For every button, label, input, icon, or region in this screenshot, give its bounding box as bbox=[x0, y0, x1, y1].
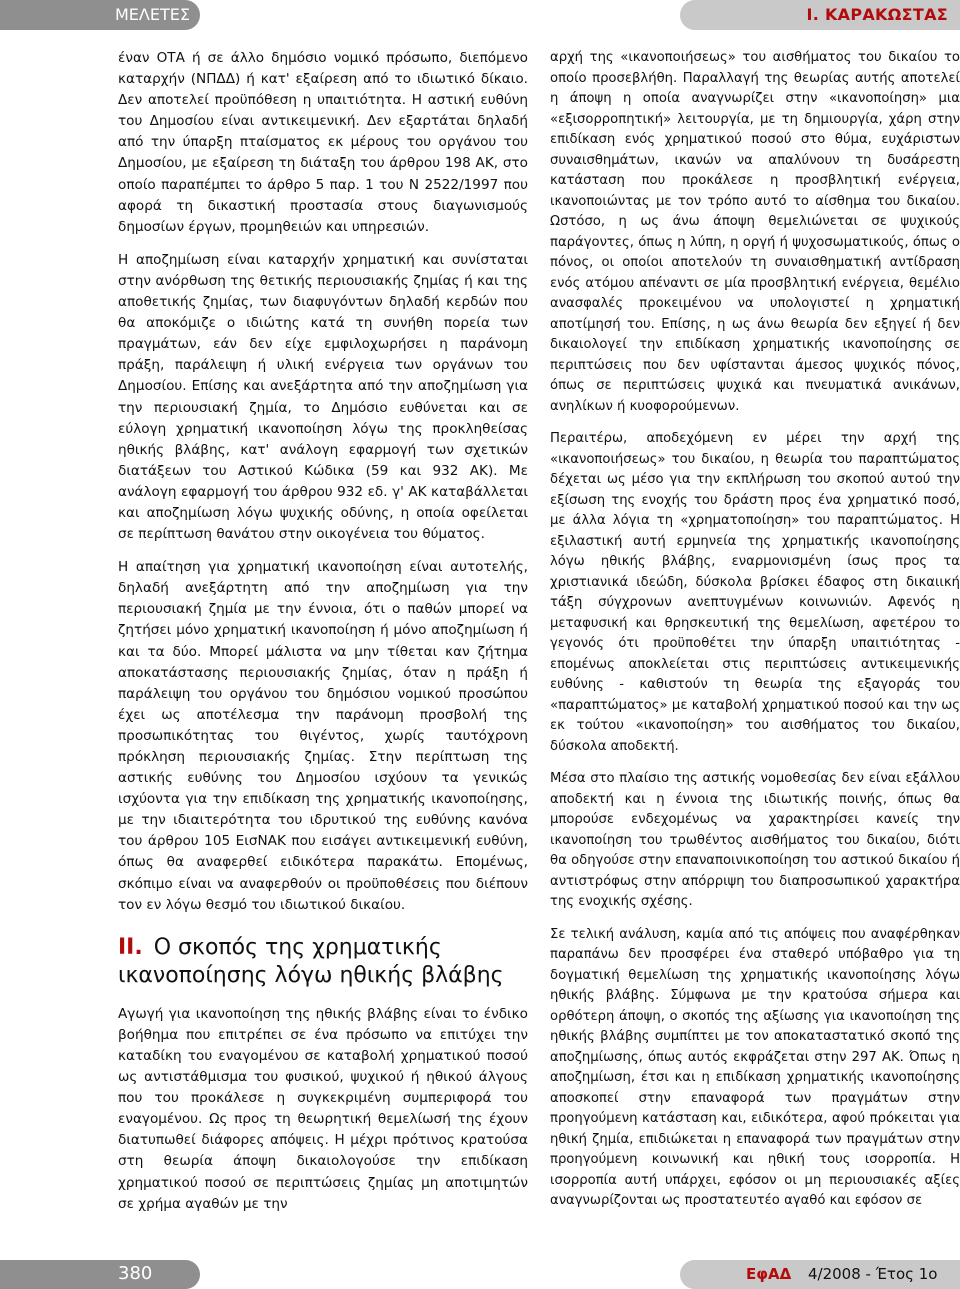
author-label: Ι. ΚΑΡΑΚΩΣΤΑΣ bbox=[806, 5, 948, 24]
section-heading-number: ΙΙ. bbox=[118, 934, 143, 960]
paragraph: Αγωγή για ικανοποίηση της ηθικής βλάβης είναι το ένδικο βοήθημα που επιτρέπει σε ένα πρόσωπο να επιτύχει την καταδίκη του εναγομένου σε καταβολή χρηματικού ποσού ως αντιστάθμισμα του φυσικού, ψυχικού ή ηθικού άλγους που του προκάλεσε η συγκεκριμένη συμπεριφορά του εναγομένου. Ως προς τη θεωρητική θεμελίωσή της έχουν διατυπωθεί διάφορες απόψεις. Η μέχρι πρότινος κρατούσα στη θεωρία άποψη δικαιολογούσε την επιδίκαση χρηματικού ποσού σε περιπτώσεις ζημίας μη αποτιμητών σε χρήμα αγαθών με την bbox=[118, 1005, 528, 1212]
page-header bbox=[0, 0, 960, 30]
paragraph: Η απαίτηση για χρηματική ικανοποίηση είναι αυτοτελής, δηλαδή ανεξάρτητη από την αποζημίωση για την περιουσιακή ζημία με την έννοια, ότι ο παθών μπορεί να ζητήσει μόνο χρηματική ικανοποίηση ή μόνο αποζημίωση ή και τα δύο. Μπορεί μάλιστα να μην τίθεται καν ζήτημα αποκατάστασης περιουσιακής ζημίας, όταν η πράξη ή παράλειψη του οργάνου του δημόσιου νομικού προσώπου έχει ως αποτέλεσμα την παράνομη προσβολή της προσωπικότητας του θιγέντος, χωρίς ταυτόχρονη πρόκληση περιουσιακής ζημίας. Στην περίπτωση της αστικής ευθύνης του Δημοσίου ισχύουν τα γενικώς ισχύοντα για την επιδίκαση της χρηματικής ικανοποίησης, με την ιδιαιτερότητα του ιδρυτικού της ευθύνης κανόνα του άρθρου 105 ΕισΝΑΚ που εισάγει αντικειμενική ευθύνη, όπως θα αναφερθεί ειδικότερα παρακάτω. Επομένως, σκόπιμο είναι να αναφερθούν οι προϋποθέσεις που διέπουν τον εν λόγω θεσμό του ιδιωτικού δικαίου. bbox=[118, 559, 528, 913]
page-number-tab bbox=[0, 1260, 200, 1289]
journal-tab bbox=[680, 1260, 960, 1289]
paragraph: Περαιτέρω, αποδεχόμενη εν μέρει την αρχή της «ικανοποιήσεως» του δικαίου, η θεωρία του παραπτώματος δέχεται ως μέσο για την εκπλήρωση του σκοπού αυτού την εξίσωση της ενοχής του δράστη προς ένα χρηματικό ποσό, με άλλα λόγια τη «χρηματοποίηση» του παραπτώματος. Η εξιλαστική αυτή ερμηνεία της χρηματικής ικανοποίησης λόγω ηθικής βλάβης, εναρμονισμένη ίσως προς τα χριστιανικά ιδεώδη, δύσκολα βρίσκει έδαφος στη δικαιική τάξη σύγχρονων ανεπτυγμένων κοινωνιών. Αφενός η μεταφυσική και θρησκευτική της θεμελίωση, αφετέρου το γεγονός ότι προϋποθέτει την ύπαρξη υπαιτιότητας - επομένως αποκλείεται στις περιπτώσεις αντικειμενικής ευθύνης - καθιστούν τη θεωρία της εξαγοράς του «παραπτώματος» με καταβολή χρηματικού ποσού και την ως εκ τούτου «ικανοποίηση» του αισθήματος του δικαίου, δύσκολα αποδεκτή. bbox=[550, 431, 960, 754]
paragraph: Μέσα στο πλαίσιο της αστικής νομοθεσίας δεν είναι εξάλλου αποδεκτή και η έννοια της ιδιωτικής ποινής, όπως θα μπορούσε ενδεχομένως να χαρακτηρίσει κανείς την ικανοποίηση του τρωθέντος αισθήματος του δικαίου, διότι θα οδηγούσε στην επαναποινικοποίηση του αστικού δικαίου ή αντιστρόφως στην απόρριψη του διαπροσωπικού χαρακτήρα της ενοχικής σχέσης. bbox=[550, 771, 960, 909]
section-heading bbox=[118, 934, 528, 990]
paragraph: έναν ΟΤΑ ή σε άλλο δημόσιο νομικό πρόσωπο, διεπόμενο καταρχήν (ΝΠΔΔ) ή κατ' εξαίρεση από το ιδιωτικό δίκαιο. Δεν αποτελεί προϋπόθεση η υπαιτιότητα. Η αστική ευθύνη του Δημοσίου είναι αντικειμενική. Δεν εξαρτάται δηλαδή από την ύπαρξη πταίσματος εκ μέρους του οργάνου του Δημοσίου, με εξαίρεση τη διάταξη του άρθρου 198 ΑΚ, στο οποίο παραπέμπει το άρθρο 5 παρ. 1 του Ν 2522/1997 που αφορά τη δικαστική προστασία στους διαγωνισμούς δημοσίων έργων, προμηθειών και υπηρεσιών. bbox=[118, 50, 528, 235]
paragraph: Η αποζημίωση είναι καταρχήν χρηματική και συνίσταται στην ανόρθωση της θετικής περιουσιακής ζημίας ή και της αποθετικής ζημίας, των διαφυγόντων δηλαδή κερδών που θα αποκόμιζε ο ιδιώτης κατά τη συνήθη πορεία των πραγμάτων, εάν δεν είχε εμφιλοχωρήσει η παράνομη πράξη, παράλειψη ή υλική ενέργεια των οργάνων του Δημοσίου. Επίσης και ανεξάρτητα από την αποζημίωση για την περιουσιακή ζημία, το Δημόσιο ευθύνεται και σε εύλογη χρηματική ικανοποίηση λόγω της προκληθείσας ηθικής βλάβης, κατ' ανάλογη εφαρμογή των σχετικών διατάξεων του Αστικού Κώδικα (59 και 932 ΑΚ). Με ανάλογη εφαρμογή του άρθρου 932 εδ. γ' ΑΚ καταβάλλεται και αποζημίωση λόγω ψυχικής οδύνης, η οποία οφείλεται σε περίπτωση θανάτου στην οικογένεια του θύματος. bbox=[118, 251, 528, 543]
section-label: ΜΕΛΕΤΕΣ bbox=[115, 5, 190, 24]
section-tab bbox=[0, 0, 200, 30]
section-heading-text: Ο σκοπός της χρηματικής ικανοποίησης λόγω ηθικής βλάβης bbox=[118, 934, 504, 988]
author-tab bbox=[680, 0, 960, 30]
paragraph: αρχή της «ικανοποιήσεως» του αισθήματος του δικαίου το οποίο προσεβλήθη. Παραλλαγή της θεωρίας αυτής αποτελεί η άποψη η οποία αναγνωρίζει στην «ικανοποίηση» μια «εξισορροπητική» λειτουργία, με τη δημιουργία, χάρη στην επιδίκαση ενός χρηματικού ποσού στο θύμα, ευχάριστων συναισθημάτων, ικανών να απαλύνουν τη δυσάρεστη κατάσταση που προκάλεσε η προσβλητική ενέργεια, ικανοποιώντας με τον τρόπο αυτό το αίσθημα του δικαίου. Ωστόσο, η ως άνω άποψη θεμελιώνεται σε ψυχικούς παράγοντες, όπως η λύπη, η οργή ή ψυχοσωματικούς, όπως ο πόνος, οι οποίοι αποτελούν τη συναισθηματική αντίδραση ενός ατόμου απέναντι σε μία προσβλητική ενέργεια, θεμέλιο ανασφαλές προκειμένου να υπολογιστεί η χρηματική αποτίμησή του. Επίσης, η ως άνω θεωρία δεν εξηγεί ή δεν δικαιολογεί την επιδίκαση χρηματικής ικανοποίησης σε περιπτώσεις που δεν υφίστανται άμεσος ψυχικός πόνος, όπως σε περιπτώσεις ψυχικά και πνευματικά ανικάνων, ανηλίκων ή κυοφορούμενων. bbox=[550, 50, 960, 414]
paragraph: Σε τελική ανάλυση, καμία από τις απόψεις που αναφέρθηκαν παραπάνω δεν προσφέρει ένα σταθερό υπόβαθρο για τη δογματική θεμελίωση της χρηματικής ικανοποίησης λόγω ηθικής βλάβης. Σύμφωνα με την κρατούσα σήμερα και ορθότερη άποψη, ο σκοπός της αξίωσης για ικανοποίηση της ηθικής βλάβης συμπίπτει με τον αποκαταστατικό σκοπό της αποζημίωσης, όπως αυτός εκφράζεται στην 297 ΑΚ. Όπως η αποζημίωση, έτσι και η επιδίκαση χρηματικής ικανοποίησης αποσκοπεί στην επαναφορά των πραγμάτων στην προηγούμενη κατάσταση και, ειδικότερα, αφού πρόκειται για ηθική ζημία, επιδιώκεται η επαναφορά των πραγμάτων στην προηγούμενη κοινωνική και ηθική τους ισορροπία. Η ισορροπία αυτή υπάρχει, εφόσον οι μη περιουσιακές αξίες αναγνωρίζονται ως προστατευτέο αγαθό και εφόσον σε bbox=[550, 926, 960, 1208]
journal-name: ΕφΑΔ bbox=[746, 1265, 792, 1283]
left-column bbox=[118, 48, 528, 1227]
journal-issue: 4/2008 - Έτος 1ο bbox=[808, 1265, 938, 1283]
page-number: 380 bbox=[118, 1263, 153, 1284]
right-column bbox=[550, 48, 960, 1224]
page-footer bbox=[0, 1260, 960, 1289]
